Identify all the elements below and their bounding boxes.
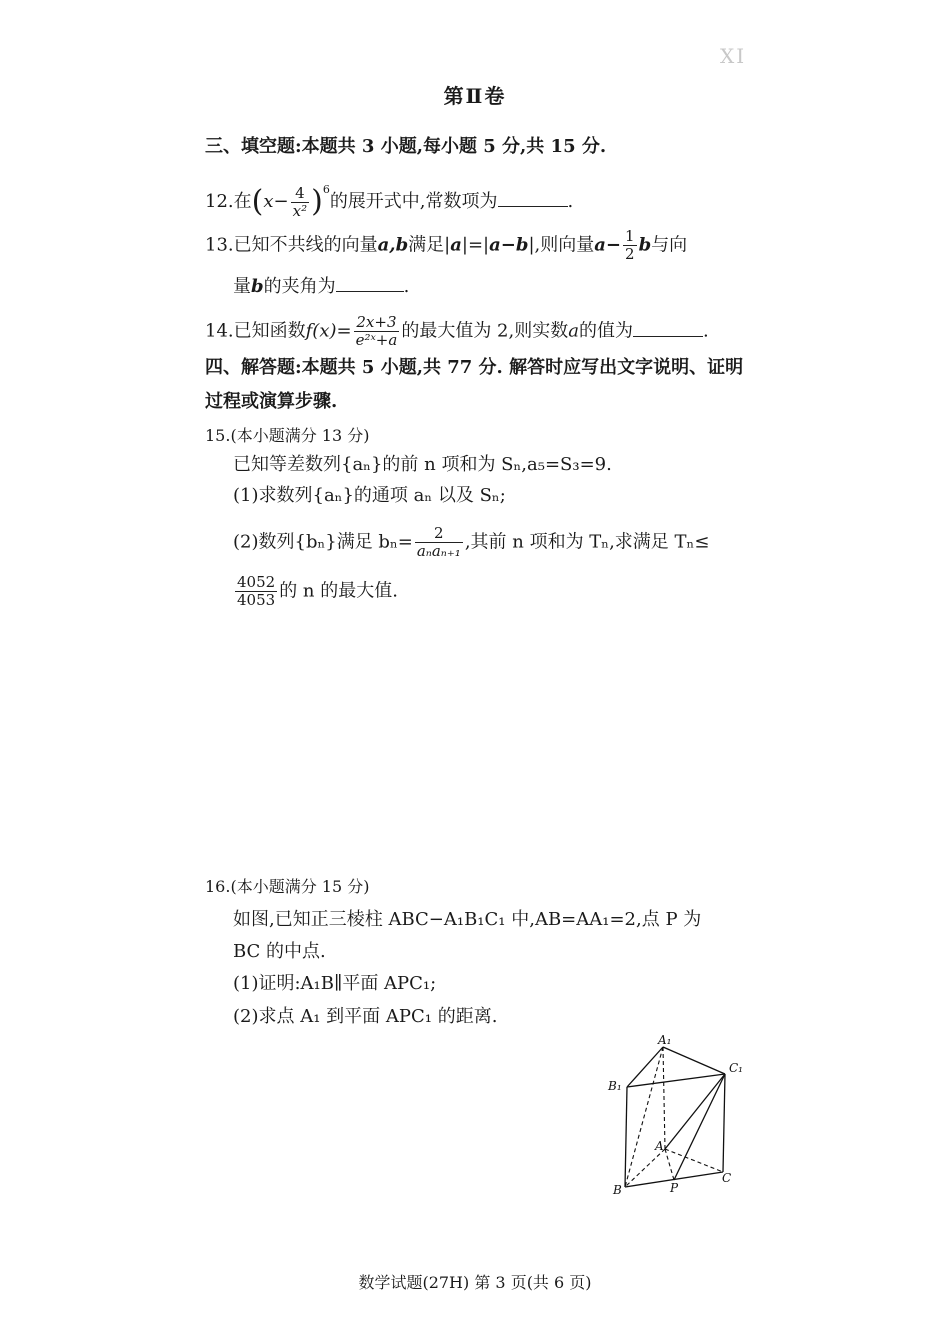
section4-heading-line1: 四、解答题:本题共 5 小题,共 77 分. 解答时应写出文字说明、证明 (205, 357, 744, 378)
q13-number: 13. (205, 234, 234, 256)
q14-end: . (702, 320, 709, 342)
q12-left-paren: ( (251, 184, 264, 219)
q15-stem: 已知等差数列{aₙ}的前 n 项和为 Sₙ,a₅=S₃=9. (233, 454, 612, 475)
question-13 (205, 228, 687, 263)
q16-part1: (1)证明:A₁B∥平面 APC₁; (233, 973, 437, 994)
label-a1: A₁ (658, 1033, 672, 1047)
q13-end: . (403, 276, 410, 297)
q14-frac-den: e²ˣ+a (355, 331, 398, 349)
edge-b1-b (625, 1087, 627, 1187)
question-14 (205, 314, 709, 349)
q13-vb: b (638, 234, 652, 256)
label-p: P (670, 1181, 679, 1195)
question-12 (205, 178, 573, 220)
q12-x: x (263, 191, 274, 212)
q15-part2-frac-den: aₙaₙ₊₁ (416, 542, 461, 560)
q12-text-a: 在 (233, 191, 252, 212)
q14-fraction (354, 314, 400, 349)
q12-frac-den: x² (292, 201, 308, 220)
edge-c1-c (723, 1074, 725, 1172)
q12-answer-blank (498, 188, 568, 207)
label-b: B (613, 1183, 622, 1197)
q15-part2-b: ,其前 n 项和为 Tₙ,求满足 Tₙ≤ (464, 531, 710, 553)
q13-text-e: 与向 (651, 234, 688, 256)
q16-stem-line2: BC 的中点. (233, 941, 326, 962)
q13-answer-blank (336, 273, 404, 292)
q15-part2-d: 的 n 的最大值. (279, 580, 398, 602)
q13-text-d: |,则向量 (528, 234, 595, 256)
prism-figure (600, 1032, 760, 1202)
q13-text-c: |=| (461, 234, 490, 256)
edge-a-c (665, 1149, 723, 1172)
q16-header: 16.(本小题满分 15 分) (205, 877, 370, 896)
q15-part2-frac-num: 2 (415, 525, 463, 543)
page-footer: 数学试题(27H) 第 3 页(共 6 页) (358, 1273, 592, 1292)
q15-part2-line2 (233, 574, 398, 609)
q15-part1: (1)求数列{aₙ}的通项 aₙ 以及 Sₙ; (233, 485, 506, 506)
q12-minus: − (273, 191, 289, 212)
q13-fraction (623, 228, 637, 263)
question-13-line2 (233, 273, 409, 299)
q12-frac-num: 4 (291, 185, 309, 203)
q12-right-paren: ) (311, 184, 323, 219)
q15-bound-num: 4052 (237, 573, 276, 591)
q14-a: a (568, 320, 579, 342)
q14-text-a: 已知函数 (233, 320, 306, 342)
q12-fraction (291, 185, 309, 220)
label-b1: B₁ (608, 1079, 622, 1093)
section4-heading-line2: 过程或演算步骤. (205, 391, 338, 412)
edge-a1-b1 (627, 1047, 663, 1087)
q14-text-b: 的最大值为 2,则实数 (401, 320, 569, 342)
q14-number: 14. (205, 320, 234, 342)
q13-line2-b: b (251, 276, 264, 297)
q13-frac-den: 2 (625, 245, 635, 263)
q13-frac-num: 1 (625, 227, 635, 245)
q12-number: 12. (205, 191, 234, 212)
q12-end: . (567, 191, 574, 212)
q16-stem-line1: 如图,已知正三棱柱 ABC−A₁B₁C₁ 中,AB=AA₁=2,点 P 为 (233, 909, 702, 930)
label-c1: C₁ (729, 1061, 743, 1075)
q12-text-b: 的展开式中,常数项为 (329, 191, 498, 212)
corner-mark: XI (720, 44, 747, 68)
q13-vab: a−b (489, 234, 529, 256)
section3-heading: 三、填空题:本题共 3 小题,每小题 5 分,共 15 分. (205, 136, 607, 157)
q15-part2-fraction (415, 525, 463, 560)
q13-text-b: 满足| (408, 234, 451, 256)
q13-va2: a− (594, 234, 622, 256)
q15-part2 (233, 525, 709, 560)
q15-bound-den: 4053 (237, 591, 276, 609)
label-c: C (722, 1171, 732, 1185)
q14-frac-num: 2x+3 (354, 314, 400, 332)
q15-header: 15.(本小题满分 13 分) (205, 426, 370, 445)
q14-answer-blank (633, 318, 703, 337)
q13-text-a: 已知不共线的向量 (233, 234, 378, 256)
edge-a1-a (663, 1047, 665, 1149)
q14-eq: = (336, 320, 352, 342)
q13-line2-a: 量 (233, 276, 251, 297)
segment-c1-p (674, 1074, 725, 1180)
q15-part2-a: (2)数列{bₙ}满足 bₙ= (233, 531, 413, 553)
q14-fx: f(x) (305, 320, 337, 342)
q15-bound-fraction (235, 574, 277, 609)
label-a: A (655, 1139, 664, 1153)
q13-vars: a,b (377, 234, 409, 256)
q13-line2-c: 的夹角为 (263, 276, 336, 297)
q16-part2: (2)求点 A₁ 到平面 APC₁ 的距离. (233, 1006, 498, 1027)
q13-va: a (450, 234, 462, 256)
edge-a1-c1 (663, 1047, 725, 1074)
q14-text-c: 的值为 (578, 320, 633, 342)
part-title: 第Ⅱ卷 (443, 84, 507, 108)
edge-b1-c1 (627, 1074, 725, 1087)
q12-exponent: 6 (322, 183, 330, 196)
segment-a-p (665, 1149, 674, 1180)
